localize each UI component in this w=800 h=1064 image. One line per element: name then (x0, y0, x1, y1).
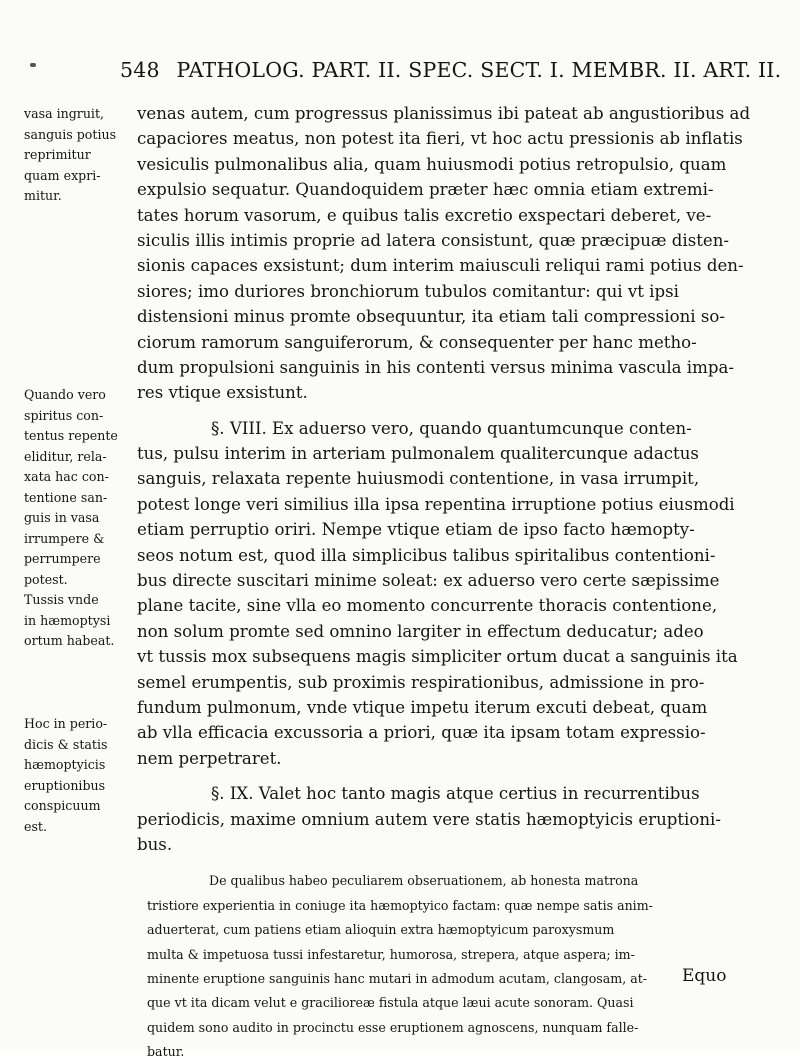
text-line: distensioni minus promte obsequuntur, ita etiam tali compressioni so- (137, 307, 725, 327)
margin-note-line: conspicuum (24, 798, 101, 813)
text-line: capaciores meatus, non potest ita fieri, vt hoc actu pressionis ab inflatis (137, 129, 743, 149)
note-line: que vt ita dicam velut e gracilioreæ fistula atque læui acute sonoram. Quasi (147, 995, 634, 1011)
section-heading-line: §. VIII. Ex aduerso vero, quando quantumcunque conten- (211, 418, 692, 438)
margin-note-line: Hoc in perio- (24, 716, 108, 731)
paragraph-section-viii (137, 416, 738, 771)
catchword: Equo (682, 966, 727, 986)
text-line: bus directe suscitari minime soleat: ex aduerso vero certe sæpissime (137, 571, 720, 591)
text-line: expulsio sequatur. Quandoquidem præter hæc omnia etiam extremi- (137, 180, 714, 200)
margin-note-line: mitur. (24, 188, 62, 203)
section-heading-line: §. IX. Valet hoc tanto magis atque certius in recurrentibus (211, 784, 700, 804)
main-text (137, 101, 751, 1064)
margin-note-line: dicis & statis (24, 736, 108, 752)
note-line: tristiore experientia in coniuge ita hæmoptyico factam: quæ nempe satis anim- (147, 897, 653, 913)
note-line: batur. (147, 1044, 185, 1060)
text-line: vesiculis pulmonalibus alia, quam huiusmodi potius retropulsio, quam (137, 154, 727, 174)
text-line: vt tussis mox subsequens magis simpliciter ortum ducat a sanguinis ita (137, 647, 738, 667)
paragraph-1 (137, 101, 751, 406)
margin-note-line: Tussis vnde (24, 592, 99, 607)
paragraph-section-ix (137, 781, 733, 857)
margin-note-line: hæmoptyicis (24, 757, 106, 772)
text-line: fundum pulmonum, vnde vtique impetu iterum excuti debeat, quam (137, 697, 708, 717)
text-line: nem perpetraret. (137, 748, 282, 768)
text-line: tus, pulsu interim in arteriam pulmonalem qualitercunque adactus (137, 444, 699, 464)
margin-note-line: vasa ingruit, (24, 106, 105, 121)
running-title: PATHOLOG. PART. II. SPEC. SECT. I. MEMBR. II. ART. II. (176, 58, 782, 82)
text-line: plane tacite, sine vlla eo momento concurrente thoracis contentione, (137, 596, 718, 616)
text-line: periodicis, maxime omnium autem vere statis hæmoptyicis eruptioni- (137, 809, 721, 829)
note-line: minente eruptione sanguinis hanc mutari in admodum acutam, clangosam, at- (147, 970, 648, 986)
text-line: res vtique exsistunt. (137, 383, 308, 403)
text-line: tates horum vasorum, e quibus talis excretio exspectari deberet, ve- (137, 205, 712, 225)
margin-note-2 (24, 385, 136, 652)
text-line: seos notum est, quod illa simplicibus talibus spiritalibus contentioni- (137, 545, 716, 565)
text-line: ab vlla efficacia excussoria a priori, quæ ita ipsam totam expressio- (137, 723, 706, 743)
text-line: dum propulsioni sanguinis in his contenti versus minima vascula impa- (137, 357, 734, 377)
margin-note-line: eliditur, rela- (24, 448, 107, 464)
margin-note-line: guis in vasa (24, 510, 100, 525)
margin-note-line: spiritus con- (24, 407, 104, 423)
text-line: semel erumpentis, sub proximis respirationibus, admissione in pro- (137, 672, 705, 692)
ink-speck (30, 63, 36, 67)
text-line: ciorum ramorum sanguiferorum, & consequenter per hanc metho- (137, 332, 697, 352)
margin-note-line: eruptionibus (24, 777, 106, 793)
text-line: siculis illis intimis proprie ad latera consistunt, quæ præcipuæ disten- (137, 230, 730, 250)
margin-note-line: in hæmoptysi (24, 612, 111, 628)
margin-note-3 (24, 714, 136, 837)
note-line: quidem sono audito in procinctu esse eruptionem agnoscens, nunquam falle- (147, 1019, 639, 1035)
note-line: De qualibus habeo peculiarem obseruationem, ab honesta matrona (209, 873, 639, 889)
margin-note-line: tentus repente (24, 428, 118, 443)
margin-note-line: perrumpere (24, 551, 101, 566)
observation-note (137, 869, 733, 1064)
text-line: potest longe veri similius illa ipsa repentina irruptione potius eiusmodi (137, 494, 735, 514)
note-line: multa & impetuosa tussi infestaretur, humorosa, strepera, atque aspera; im- (147, 946, 635, 962)
margin-note-line: Quando vero (24, 387, 106, 402)
text-line: etiam perruptio oriri. Nempe vtique etiam de ipso facto hæmopty- (137, 520, 695, 540)
margin-note-1 (24, 104, 136, 207)
text-line: non solum promte sed omnino largiter in effectum deducatur; adeo (137, 621, 704, 641)
margin-note-line: tentione san- (24, 489, 108, 505)
text-line: bus. (137, 834, 173, 854)
text-line: sanguis, relaxata repente huiusmodi contentione, in vasa irrumpit, (137, 469, 700, 489)
margin-note-line: quam expri- (24, 167, 101, 183)
page-number: 548 (120, 58, 160, 82)
note-line: aduerterat, cum patiens etiam alioquin extra hæmoptyicum paroxysmum (147, 922, 615, 938)
margin-note-line: est. (24, 818, 47, 834)
margin-note-line: reprimitur (24, 147, 91, 162)
margin-note-line: ortum habeat. (24, 633, 115, 648)
margin-note-line: potest. (24, 571, 68, 587)
margin-note-line: sanguis potius (24, 126, 117, 142)
text-line: siores; imo duriores bronchiorum tubulos comitantur: qui vt ipsi (137, 281, 679, 301)
running-header (120, 58, 782, 82)
text-line: sionis capaces exsistunt; dum interim maiusculi reliqui rami potius den- (137, 256, 744, 276)
margin-note-line: irrumpere & (24, 530, 105, 546)
margin-note-line: xata hac con- (24, 469, 109, 484)
text-line: venas autem, cum progressus planissimus ibi pateat ab angustioribus ad (137, 104, 751, 123)
